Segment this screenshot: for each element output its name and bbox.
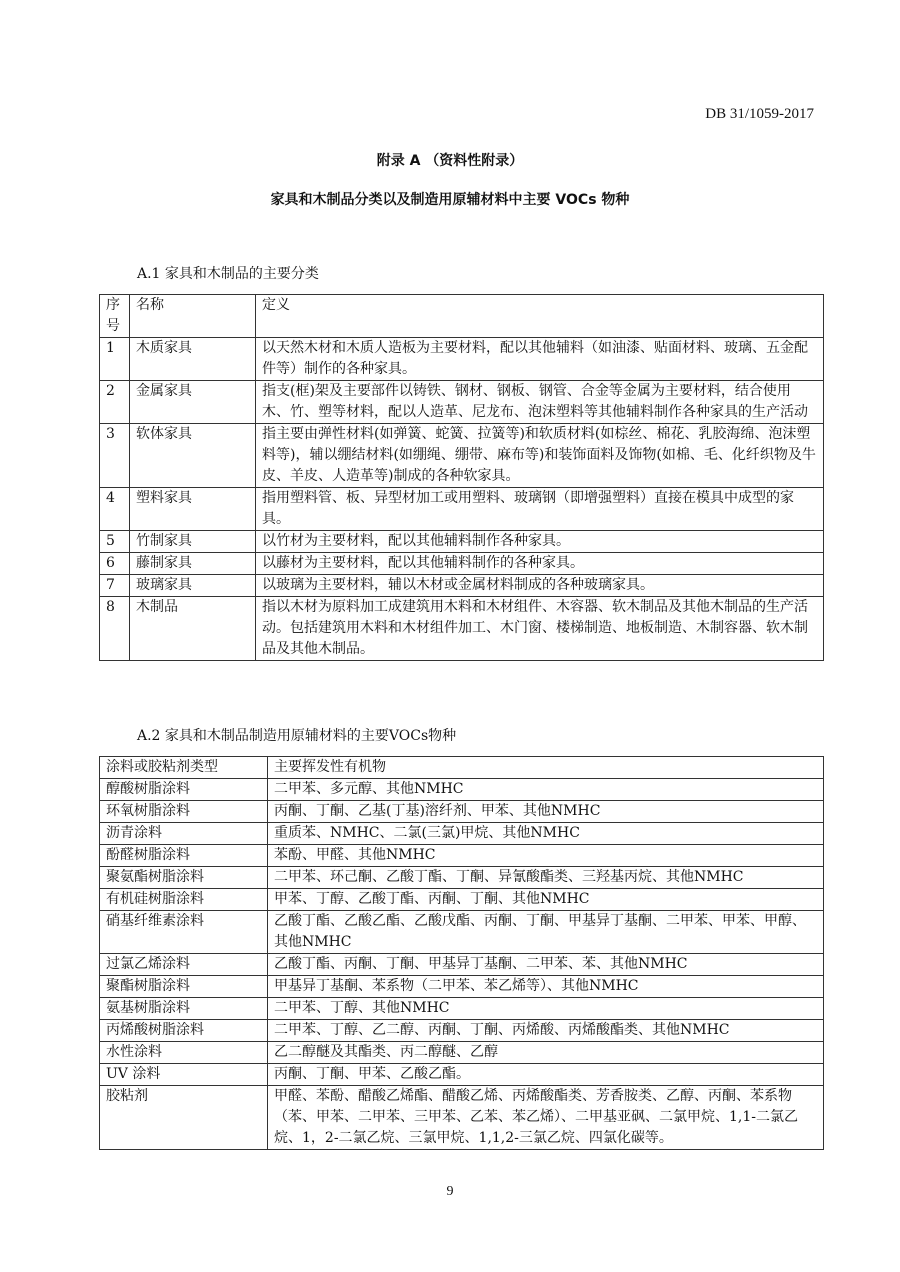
table-header-row <box>100 757 824 779</box>
table-row <box>100 779 824 801</box>
row-index: 6 <box>100 553 130 575</box>
table-row <box>100 911 824 954</box>
row-vocs: 苯酚、甲醛、其他NMHC <box>268 845 824 867</box>
row-type: 过氯乙烯涂料 <box>100 954 268 976</box>
row-type: UV 涂料 <box>100 1064 268 1086</box>
section-a1-title: A.1 家具和木制品的主要分类 <box>137 266 319 282</box>
row-index: 8 <box>100 597 130 661</box>
vocs-species-table <box>99 756 824 1150</box>
row-vocs: 二甲苯、丁醇、乙二醇、丙酮、丁酮、丙烯酸、丙烯酸酯类、其他NMHC <box>268 1020 824 1042</box>
row-definition: 以藤材为主要材料，配以其他辅料制作的各种家具。 <box>256 553 824 575</box>
table-row <box>100 845 824 867</box>
row-index: 3 <box>100 424 130 488</box>
header-cell-vocs: 主要挥发性有机物 <box>268 757 824 779</box>
row-type: 水性涂料 <box>100 1042 268 1064</box>
row-vocs: 重质苯、NMHC、二氯(三氯)甲烷、其他NMHC <box>268 823 824 845</box>
row-type: 胶粘剂 <box>100 1086 268 1150</box>
table-row <box>100 998 824 1020</box>
row-vocs: 二甲苯、丁醇、其他NMHC <box>268 998 824 1020</box>
row-type: 硝基纤维素涂料 <box>100 911 268 954</box>
row-vocs: 甲基异丁基酮、苯系物（二甲苯、苯乙烯等）、其他NMHC <box>268 976 824 998</box>
row-vocs: 乙酸丁酯、乙酸乙酯、乙酸戊酯、丙酮、丁酮、甲基异丁基酮、二甲苯、甲苯、甲醇、其他NMHC <box>268 911 824 954</box>
table-row <box>100 867 824 889</box>
table-row <box>100 424 824 488</box>
document-code: DB 31/1059-2017 <box>705 106 814 122</box>
header-cell-definition: 定义 <box>256 295 824 338</box>
table-row <box>100 1064 824 1086</box>
header-cell-index: 序号 <box>100 295 130 338</box>
row-type: 醇酸树脂涂料 <box>100 779 268 801</box>
table-row <box>100 801 824 823</box>
row-type: 有机硅树脂涂料 <box>100 889 268 911</box>
row-name: 藤制家具 <box>130 553 256 575</box>
row-vocs: 乙酸丁酯、丙酮、丁酮、甲基异丁基酮、二甲苯、苯、其他NMHC <box>268 954 824 976</box>
row-name: 木质家具 <box>130 338 256 381</box>
row-vocs: 甲苯、丁醇、乙酸丁酯、丙酮、丁酮、其他NMHC <box>268 889 824 911</box>
header-cell-name: 名称 <box>130 295 256 338</box>
appendix-title: 附录 A （资料性附录） <box>376 153 524 169</box>
row-type: 酚醛树脂涂料 <box>100 845 268 867</box>
table-row <box>100 823 824 845</box>
row-vocs: 乙二醇醚及其酯类、丙二醇醚、乙醇 <box>268 1042 824 1064</box>
row-definition: 以天然木材和木质人造板为主要材料，配以其他辅料（如油漆、贴面材料、玻璃、五金配件等）制作的各种家具。 <box>256 338 824 381</box>
table-row <box>100 575 824 597</box>
table-row <box>100 531 824 553</box>
section-a2-title: A.2 家具和木制品制造用原辅材料的主要VOCs物种 <box>137 728 457 744</box>
row-vocs: 二甲苯、环己酮、乙酸丁酯、丁酮、异氰酸酯类、三羟基丙烷、其他NMHC <box>268 867 824 889</box>
row-name: 竹制家具 <box>130 531 256 553</box>
row-type: 聚酯树脂涂料 <box>100 976 268 998</box>
row-name: 金属家具 <box>130 381 256 424</box>
table-row <box>100 597 824 661</box>
row-type: 氨基树脂涂料 <box>100 998 268 1020</box>
row-type: 丙烯酸树脂涂料 <box>100 1020 268 1042</box>
row-index: 5 <box>100 531 130 553</box>
row-name: 木制品 <box>130 597 256 661</box>
table-row <box>100 338 824 381</box>
row-vocs: 二甲苯、多元醇、其他NMHC <box>268 779 824 801</box>
row-index: 1 <box>100 338 130 381</box>
row-index: 2 <box>100 381 130 424</box>
row-definition: 指用塑料管、板、异型材加工或用塑料、玻璃钢（即增强塑料）直接在模具中成型的家具。 <box>256 488 824 531</box>
row-type: 沥青涂料 <box>100 823 268 845</box>
row-index: 7 <box>100 575 130 597</box>
classification-table <box>99 294 824 661</box>
row-name: 软体家具 <box>130 424 256 488</box>
row-name: 塑料家具 <box>130 488 256 531</box>
table-row <box>100 488 824 531</box>
row-vocs: 甲醛、苯酚、醋酸乙烯酯、醋酸乙烯、丙烯酸酯类、芳香胺类、乙醇、丙酮、苯系物（苯、甲苯、二甲苯、三甲苯、乙苯、苯乙烯）、二甲基亚砜、二氯甲烷、1,1-二氯乙烷、1，2-二氯乙烷、三氯甲烷、1,1,2-三氯乙烷、四氯化碳等。 <box>268 1086 824 1150</box>
row-type: 聚氨酯树脂涂料 <box>100 867 268 889</box>
table-row <box>100 1020 824 1042</box>
page-number: 9 <box>446 1184 454 1199</box>
row-name: 玻璃家具 <box>130 575 256 597</box>
row-definition: 指支(框)架及主要部件以铸铁、钢材、钢板、钢管、合金等金属为主要材料，结合使用木、竹、塑等材料，配以人造革、尼龙布、泡沫塑料等其他辅料制作各种家具的生产活动 <box>256 381 824 424</box>
row-index: 4 <box>100 488 130 531</box>
row-vocs: 丙酮、丁酮、甲苯、乙酸乙酯。 <box>268 1064 824 1086</box>
table-row <box>100 976 824 998</box>
table-row <box>100 1086 824 1150</box>
row-definition: 指以木材为原料加工成建筑用木料和木材组件、木容器、软木制品及其他木制品的生产活动。包括建筑用木料和木材组件加工、木门窗、楼梯制造、地板制造、木制容器、软木制品及其他木制品。 <box>256 597 824 661</box>
main-title: 家具和木制品分类以及制造用原辅材料中主要 VOCs 物种 <box>270 192 630 208</box>
row-type: 环氧树脂涂料 <box>100 801 268 823</box>
row-definition: 以竹材为主要材料，配以其他辅料制作各种家具。 <box>256 531 824 553</box>
table-row <box>100 1042 824 1064</box>
row-vocs: 丙酮、丁酮、乙基(丁基)溶纤剂、甲苯、其他NMHC <box>268 801 824 823</box>
table-row <box>100 381 824 424</box>
table-row <box>100 889 824 911</box>
header-cell-type: 涂料或胶粘剂类型 <box>100 757 268 779</box>
row-definition: 以玻璃为主要材料，辅以木材或金属材料制成的各种玻璃家具。 <box>256 575 824 597</box>
table-row <box>100 553 824 575</box>
table-header-row <box>100 295 824 338</box>
table-row <box>100 954 824 976</box>
row-definition: 指主要由弹性材料(如弹簧、蛇簧、拉簧等)和软质材料(如棕丝、棉花、乳胶海绵、泡沫塑料等)，辅以绷结材料(如绷绳、绷带、麻布等)和装饰面料及饰物(如棉、毛、化纤织物及牛皮、羊皮、人造革等)制成的各种软家具。 <box>256 424 824 488</box>
